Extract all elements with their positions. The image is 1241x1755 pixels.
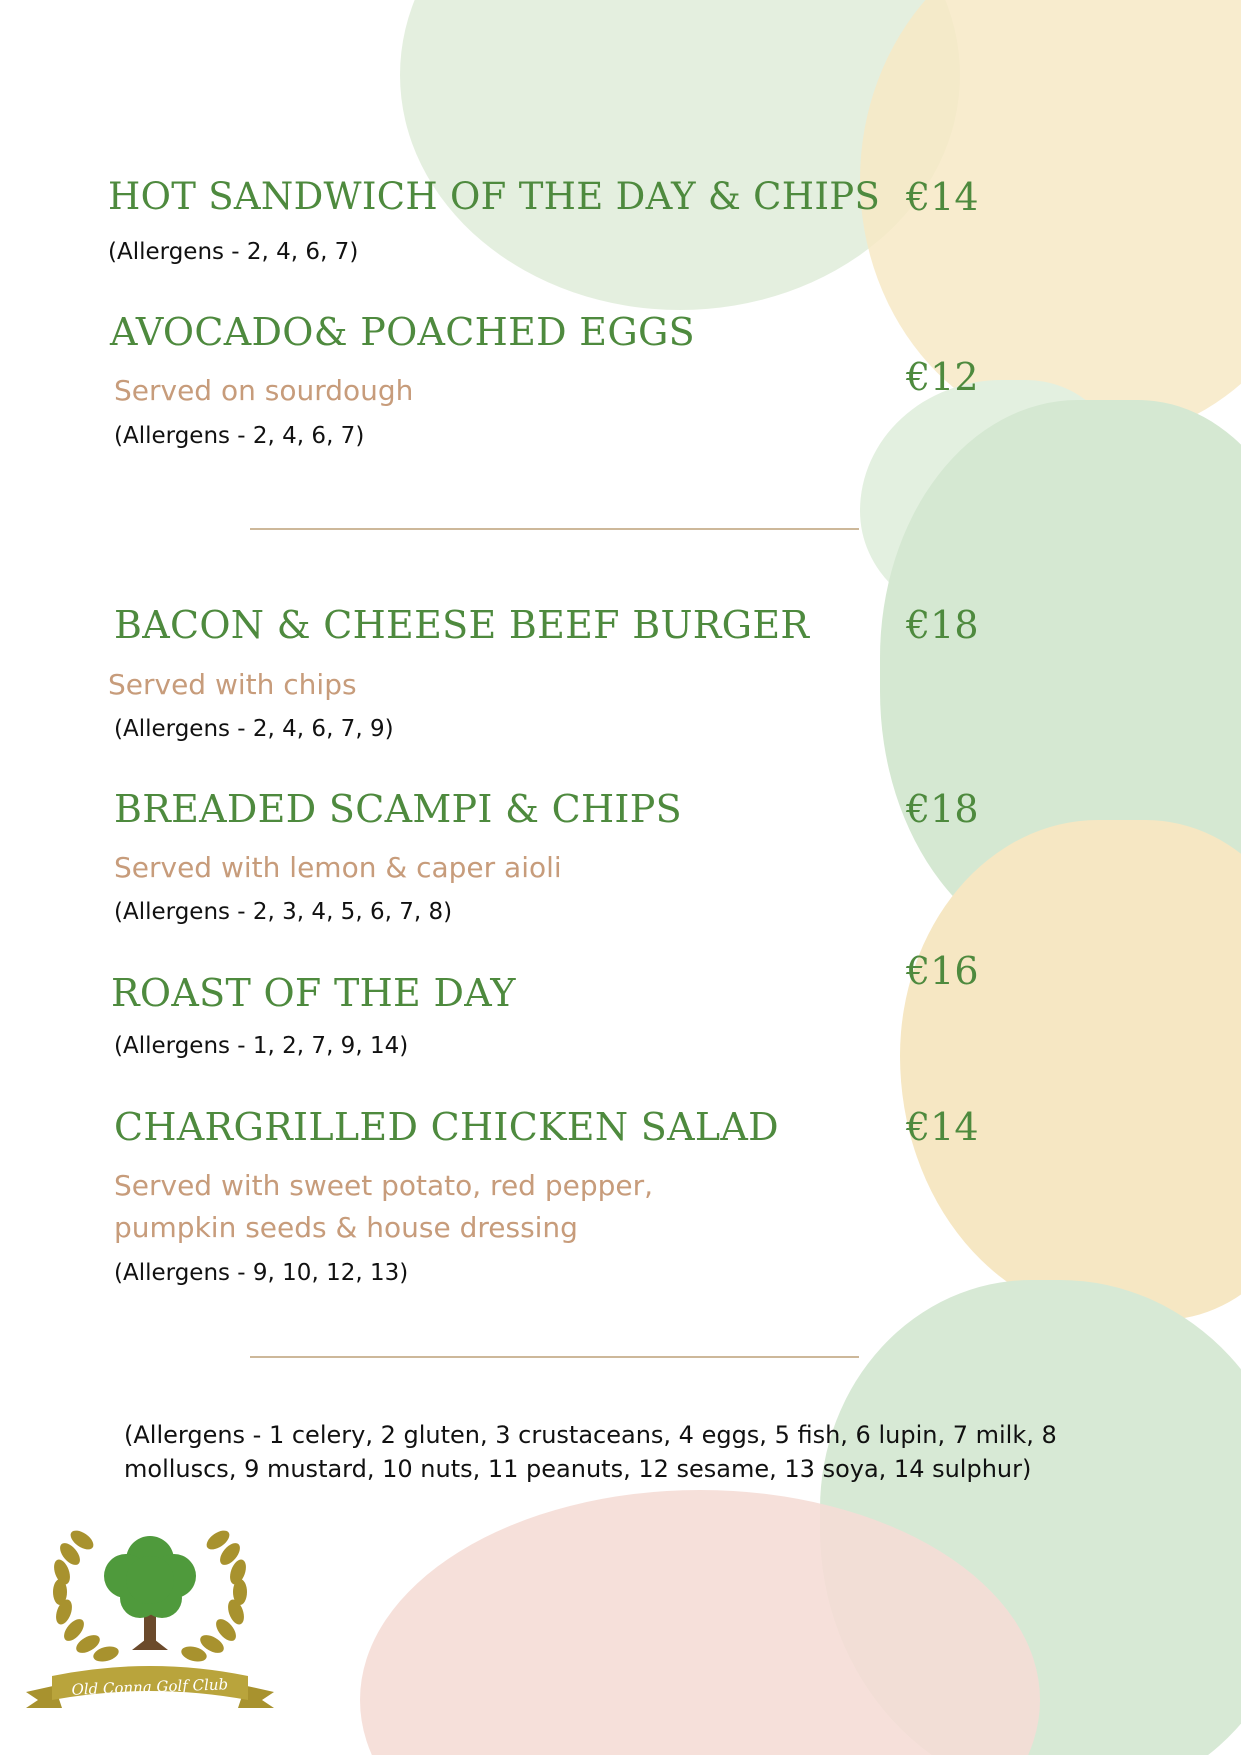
item-allergens: (Allergens - 1, 2, 7, 9, 14): [114, 1033, 409, 1059]
item-description: Served on sourdough: [114, 374, 414, 407]
item-title: ROAST OF THE DAY: [111, 971, 516, 1015]
allergen-legend-line: molluscs, 9 mustard, 10 nuts, 11 peanuts, 12 sesame, 13 soya, 14 sulphur): [124, 1455, 1032, 1484]
item-description: Served with sweet potato, red pepper,: [114, 1169, 654, 1202]
club-logo: [22, 1516, 278, 1726]
item-allergens: (Allergens - 2, 4, 6, 7): [108, 239, 359, 265]
item-title: HOT SANDWICH OF THE DAY & CHIPS: [108, 175, 881, 218]
item-allergens: (Allergens - 2, 4, 6, 7): [114, 423, 365, 449]
item-title: CHARGRILLED CHICKEN SALAD: [114, 1105, 779, 1149]
item-title: BACON & CHEESE BEEF BURGER: [114, 603, 810, 647]
section-divider: [250, 1356, 859, 1358]
item-description: Served with lemon & caper aioli: [114, 851, 562, 884]
oak-tree-laurel-crest-icon: [22, 1516, 278, 1726]
item-price: €12: [906, 355, 979, 399]
item-allergens: (Allergens - 2, 3, 4, 5, 6, 7, 8): [114, 899, 453, 925]
item-price: €18: [906, 787, 979, 831]
item-allergens: (Allergens - 2, 4, 6, 7, 9): [114, 716, 394, 742]
item-description: Served with chips: [108, 668, 357, 701]
section-divider: [250, 528, 859, 530]
logo-text: Old Conna Golf Club: [71, 1675, 229, 1699]
item-title: AVOCADO& POACHED EGGS: [110, 310, 695, 354]
item-price: €16: [906, 949, 979, 993]
item-allergens: (Allergens - 9, 10, 12, 13): [114, 1260, 409, 1286]
allergen-legend-line: (Allergens - 1 celery, 2 gluten, 3 crustaceans, 4 eggs, 5 fish, 6 lupin, 7 milk, 8: [124, 1421, 1057, 1449]
allergen-legend: [124, 1418, 1124, 1486]
item-price: €14: [906, 175, 979, 219]
item-title: BREADED SCAMPI & CHIPS: [114, 787, 682, 831]
item-price: €18: [906, 603, 979, 647]
item-description: pumpkin seeds & house dressing: [114, 1211, 578, 1244]
item-price: €14: [906, 1105, 979, 1149]
